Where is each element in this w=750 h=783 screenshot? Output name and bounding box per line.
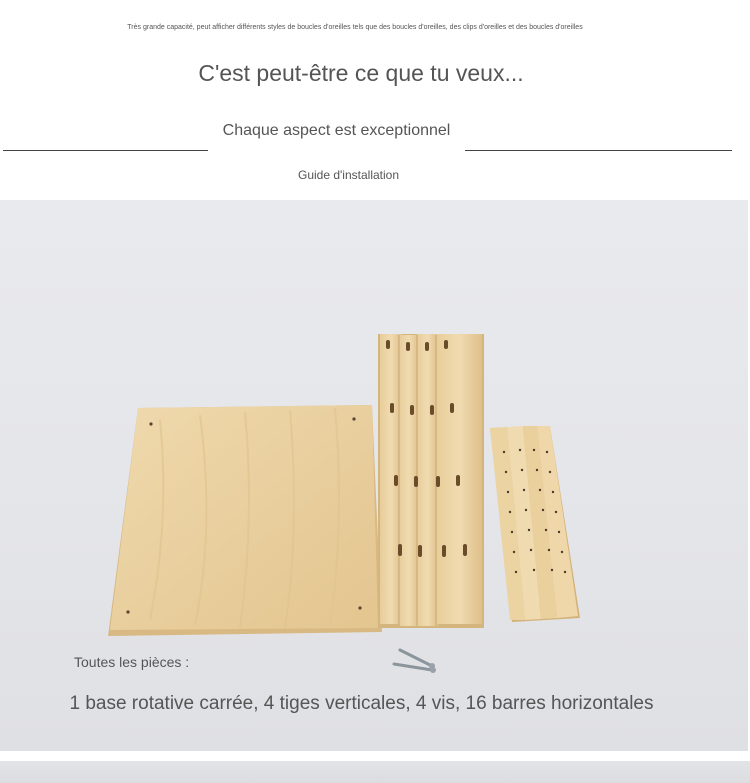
parts-photo [0, 200, 748, 751]
subtitle: Chaque aspect est exceptionnel [222, 122, 451, 139]
screws [394, 650, 436, 673]
next-photo-preview [0, 761, 750, 783]
horizontal-bars [490, 426, 580, 622]
parts-label: Toutes les pièces : [74, 654, 190, 670]
square-base [108, 405, 382, 636]
section-title: C'est peut-être ce que tu veux... [198, 60, 524, 86]
divider-left [3, 150, 208, 151]
vertical-rods [378, 334, 484, 628]
top-caption: Très grande capacité, peut afficher différents styles de boucles d'oreilles tels que des boucles d'oreilles, des clips d'oreilles et des boucles d'oreilles [127, 24, 583, 31]
parts-list: 1 base rotative carrée, 4 tiges verticales, 4 vis, 16 barres horizontales [69, 693, 654, 714]
divider-right [465, 150, 732, 151]
subtitle-row [3, 120, 732, 154]
installation-guide-heading: Guide d'installation [297, 168, 400, 182]
